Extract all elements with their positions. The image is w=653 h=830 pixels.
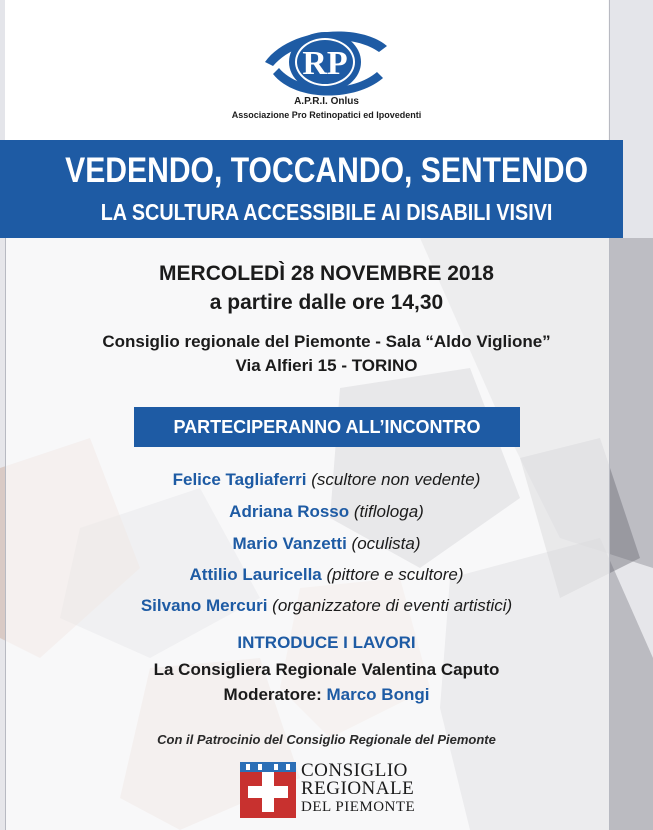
logo-monogram: RP (302, 45, 348, 82)
moderator-label: Moderatore: (223, 685, 322, 704)
organization-full-name: Associazione Pro Retinopatici ed Ipovedenti (231, 110, 422, 120)
participant-role: (scultore non vedente) (311, 470, 481, 489)
participant-name: Attilio Lauricella (189, 565, 322, 584)
patronage-text: Con il Patrocinio del Consiglio Regionale del Piemonte (157, 732, 496, 747)
participant-item (0, 502, 653, 522)
council-logo-text (301, 762, 451, 816)
moderator-name: Marco Bongi (326, 685, 430, 704)
participant-name: Felice Tagliaferri (172, 470, 307, 489)
event-date: MERCOLEDÌ 28 NOVEMBRE 2018 (159, 262, 494, 285)
participants-heading: PARTECIPERANNO ALL’INCONTRO (173, 417, 481, 437)
participant-role: (organizzatore di eventi artistici) (272, 596, 513, 615)
event-title: VEDENDO, TOCCANDO, SENTENDO (65, 151, 589, 190)
participant-role: (tiflologa) (353, 502, 424, 521)
intro-heading: INTRODUCE I LAVORI (237, 633, 416, 652)
participant-item (0, 470, 653, 490)
participant-name: Adriana Rosso (229, 502, 350, 521)
council-line-1: CONSIGLIO (301, 760, 408, 781)
apri-eye-logo (259, 22, 393, 98)
event-time: a partire dalle ore 14,30 (209, 291, 444, 314)
participant-item (0, 534, 653, 554)
intro-speaker: La Consigliera Regionale Valentina Caputo (153, 660, 500, 679)
event-venue: Consiglio regionale del Piemonte - Sala “Aldo Viglione” (102, 332, 551, 351)
participant-role: (pittore e scultore) (326, 565, 464, 584)
organization-name: A.P.R.I. Onlus (294, 96, 359, 107)
participant-item (0, 565, 653, 585)
participant-name: Silvano Mercuri (140, 596, 268, 615)
participant-item (0, 596, 653, 616)
council-line-2: REGIONALE (301, 778, 415, 799)
participant-name: Mario Vanzetti (232, 534, 347, 553)
moderator-line (0, 685, 653, 705)
event-address: Via Alfieri 15 - TORINO (235, 356, 418, 375)
council-line-3: DEL PIEMONTE (301, 799, 416, 815)
participant-role: (oculista) (351, 534, 421, 553)
event-subtitle: LA SCULTURA ACCESSIBILE AI DISABILI VISIVI (100, 199, 553, 225)
council-emblem-icon (240, 762, 296, 818)
